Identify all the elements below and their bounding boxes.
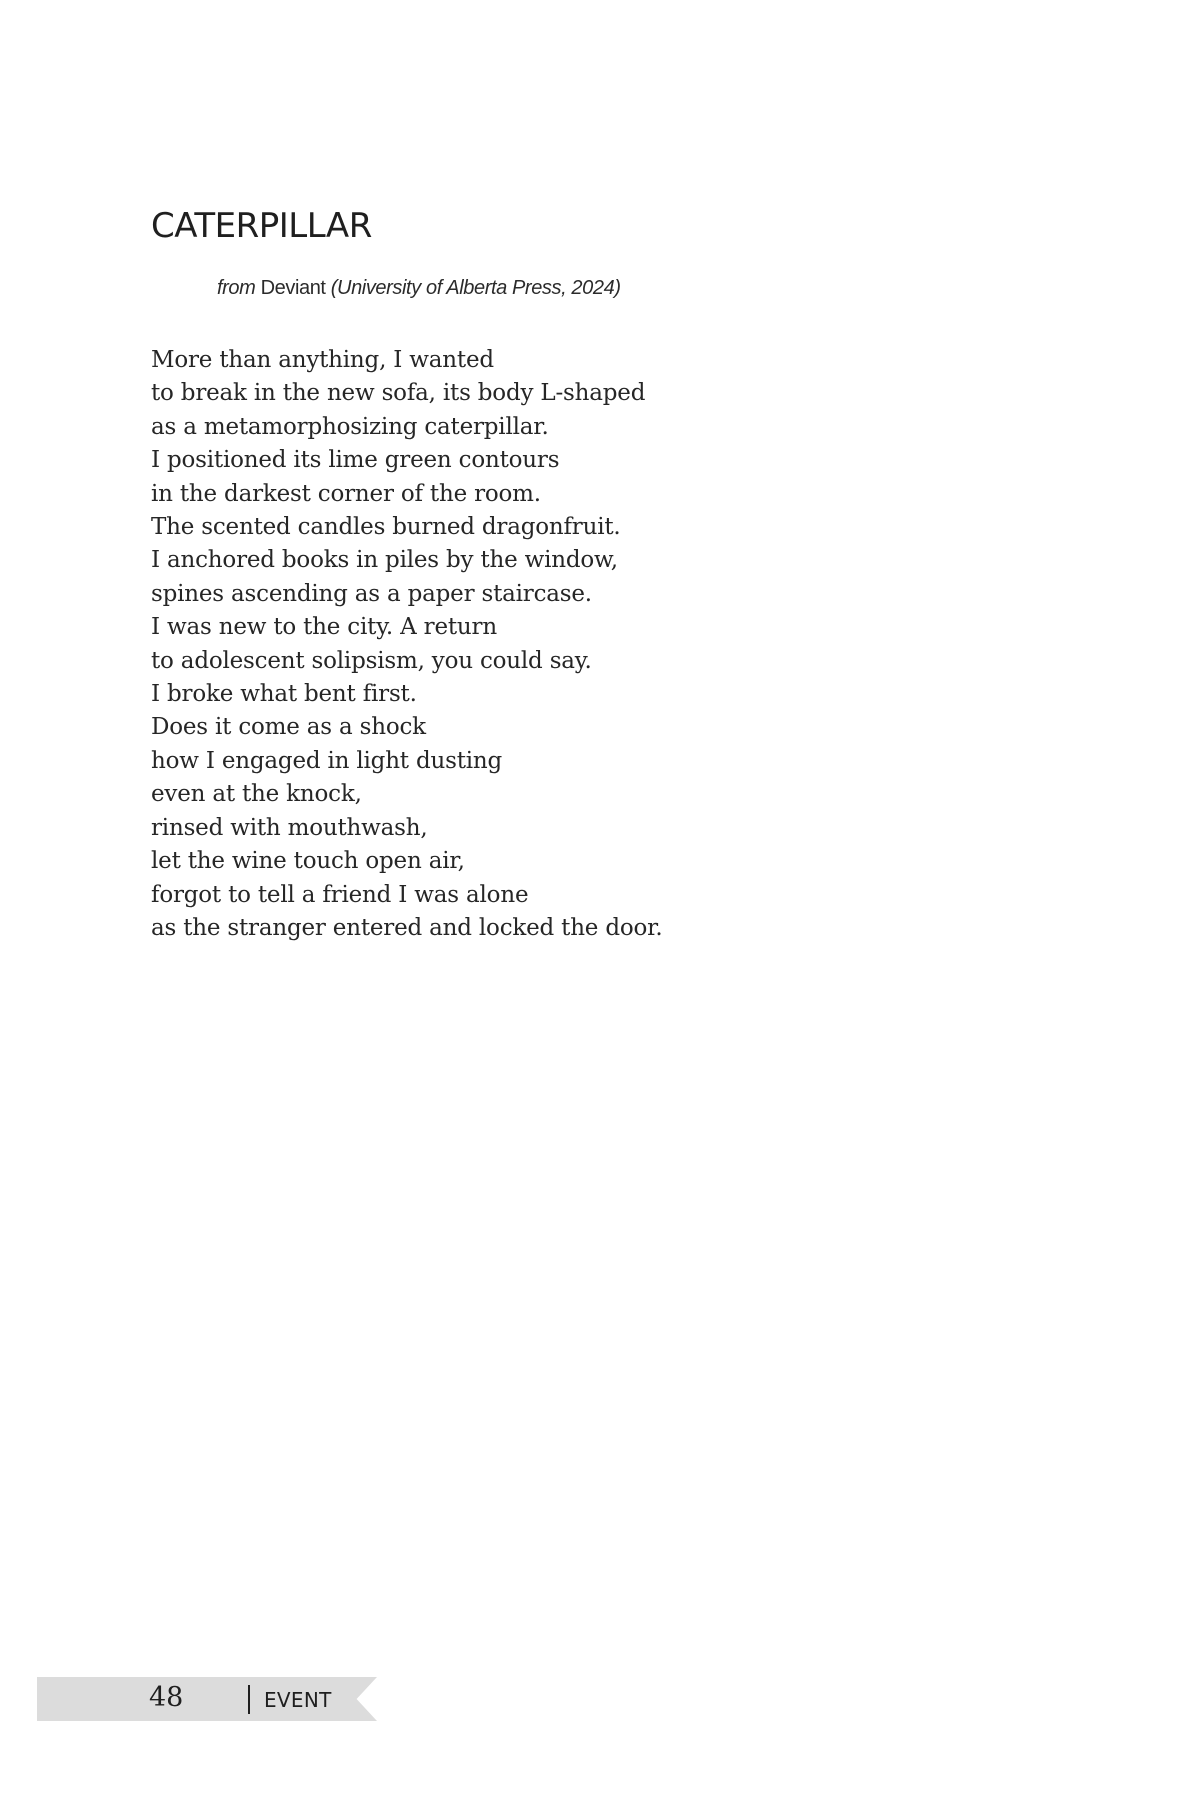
poem-line: More than anything, I wanted [151,347,494,373]
poem-line: in the darkest corner of the room. [151,480,541,507]
poem-body [151,344,663,945]
poem-line: rinsed with mouthwash, [151,814,428,841]
poem-line: let the wine touch open air, [151,848,465,875]
source-book-title: Deviant [260,277,326,299]
source-prefix: from [217,277,256,299]
poem-title: CATERPILLAR [151,206,372,246]
poem-line: Does it come as a shock [151,714,426,741]
poem-line: I positioned its lime green contours [151,447,560,474]
poem-line: how I engaged in light dusting [151,747,503,774]
journal-name: EVENT [264,1688,332,1712]
page-number: 48 [149,1682,184,1713]
poem-line: even at the knock, [151,781,362,808]
poem-line: to break in the new sofa, its body L-shaped [151,380,646,407]
poem-line: as the stranger entered and locked the door. [151,914,663,941]
poem-line: I anchored books in piles by the window, [151,547,618,574]
poem-line: as a metamorphosizing caterpillar. [151,413,549,440]
poem-line: spines ascending as a paper staircase. [151,580,592,607]
poem-line: The scented candles burned dragonfruit. [151,514,621,541]
source-publisher: (University of Alberta Press, 2024) [330,277,621,299]
poem-line: forgot to tell a friend I was alone [151,881,529,908]
poem-line: to adolescent solipsism, you could say. [151,647,592,674]
poem-source [217,276,621,300]
footer-divider [248,1685,250,1714]
poem-line: I was new to the city. A return [151,614,497,641]
poem-line: I broke what bent first. [151,681,417,708]
